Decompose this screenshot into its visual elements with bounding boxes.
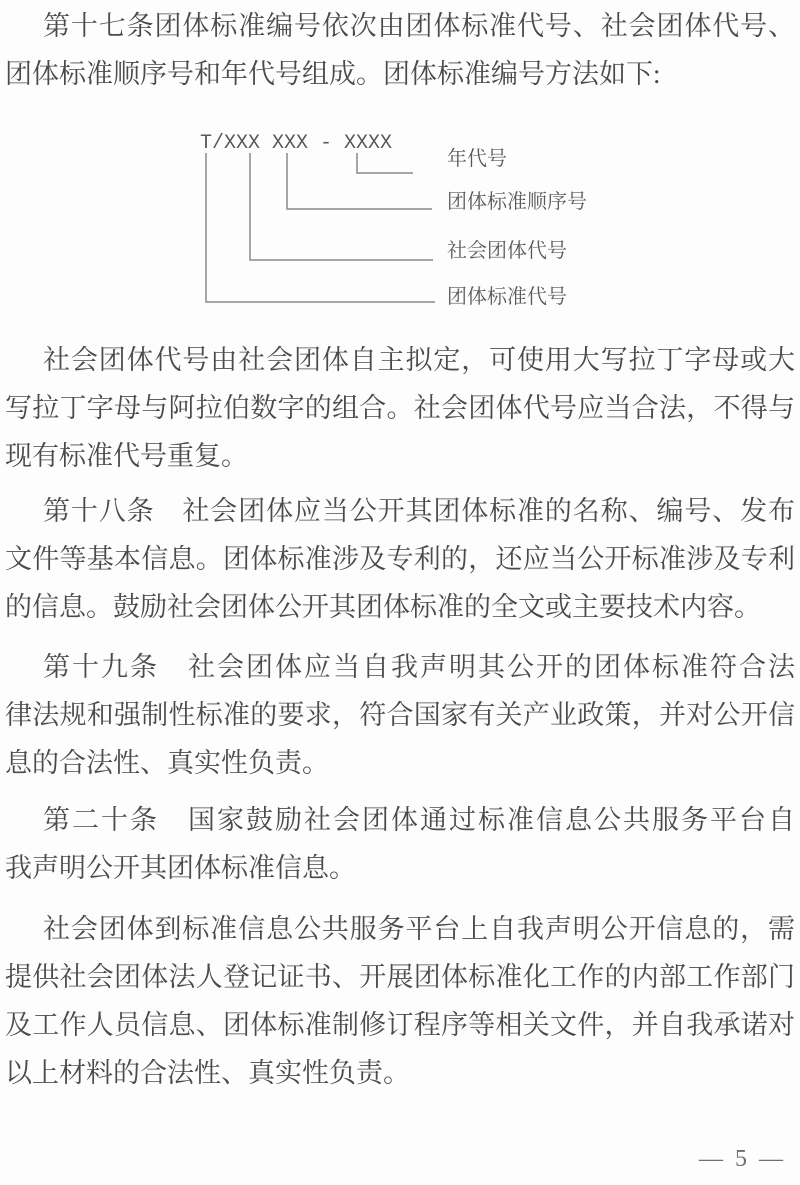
paragraph-line: 第二十条 国家鼓励社会团体通过标准信息公共服务平台自 xyxy=(43,805,795,835)
paragraph-line: 的信息。鼓励社会团体公开其团体标准的全文或主要技术内容。 xyxy=(5,592,761,622)
paragraph-line: 第十七条团体标准编号依次由团体标准代号、社会团体代号、 xyxy=(43,11,795,41)
paragraph-line: 以上材料的合法性、真实性负责。 xyxy=(5,1058,410,1088)
standard-code-format: T/XXX XXX - XXXX xyxy=(200,132,393,155)
paragraph-line: 律法规和强制性标准的要求，符合国家有关产业政策，并对公开信 xyxy=(5,700,795,730)
leader-line-social-org-code xyxy=(250,153,433,260)
paragraph-line: 第十九条 社会团体应当自我声明其公开的团体标准符合法 xyxy=(43,652,795,682)
paragraph-article-19 xyxy=(5,643,795,787)
leader-line-group-standard-code xyxy=(206,153,435,302)
standard-numbering-diagram xyxy=(5,118,795,310)
label-sequence-number: 团体标准顺序号 xyxy=(447,191,587,213)
paragraph-social-org-code xyxy=(5,336,795,480)
paragraph-article-17 xyxy=(5,2,795,98)
leader-line-year-code xyxy=(357,153,413,173)
paragraph-line: 社会团体代号由社会团体自主拟定，可使用大写拉丁字母或大 xyxy=(43,345,795,375)
label-group-standard-code: 团体标准代号 xyxy=(447,286,567,308)
paragraph-self-declaration xyxy=(5,905,795,1097)
paragraph-line: 社会团体到标准信息公共服务平台上自我声明公开信息的，需 xyxy=(43,914,795,944)
paragraph-line: 我声明公开其团体标准信息。 xyxy=(5,853,356,883)
label-year-code: 年代号 xyxy=(447,148,507,170)
paragraph-line: 及工作人员信息、团体标准制修订程序等相关文件，并自我承诺对 xyxy=(5,1010,795,1040)
paragraph-line: 第十八条 社会团体应当公开其团体标准的名称、编号、发布 xyxy=(43,496,795,526)
page-number: — 5 — xyxy=(699,1146,786,1172)
paragraph-line: 现有标准代号重复。 xyxy=(5,441,248,471)
paragraph-line: 文件等基本信息。团体标准涉及专利的，还应当公开标准涉及专利 xyxy=(5,544,795,574)
paragraph-line: 提供社会团体法人登记证书、开展团体标准化工作的内部工作部门 xyxy=(5,962,795,992)
paragraph-article-18 xyxy=(5,487,795,631)
label-social-org-code: 社会团体代号 xyxy=(447,240,567,262)
paragraph-article-20 xyxy=(5,796,795,892)
paragraph-line: 息的合法性、真实性负责。 xyxy=(5,748,329,778)
paragraph-line: 团体标准顺序号和年代号组成。团体标准编号方法如下: xyxy=(5,59,661,89)
paragraph-line: 写拉丁字母与阿拉伯数字的组合。社会团体代号应当合法，不得与 xyxy=(5,393,795,423)
leader-line-sequence-number xyxy=(287,153,432,209)
